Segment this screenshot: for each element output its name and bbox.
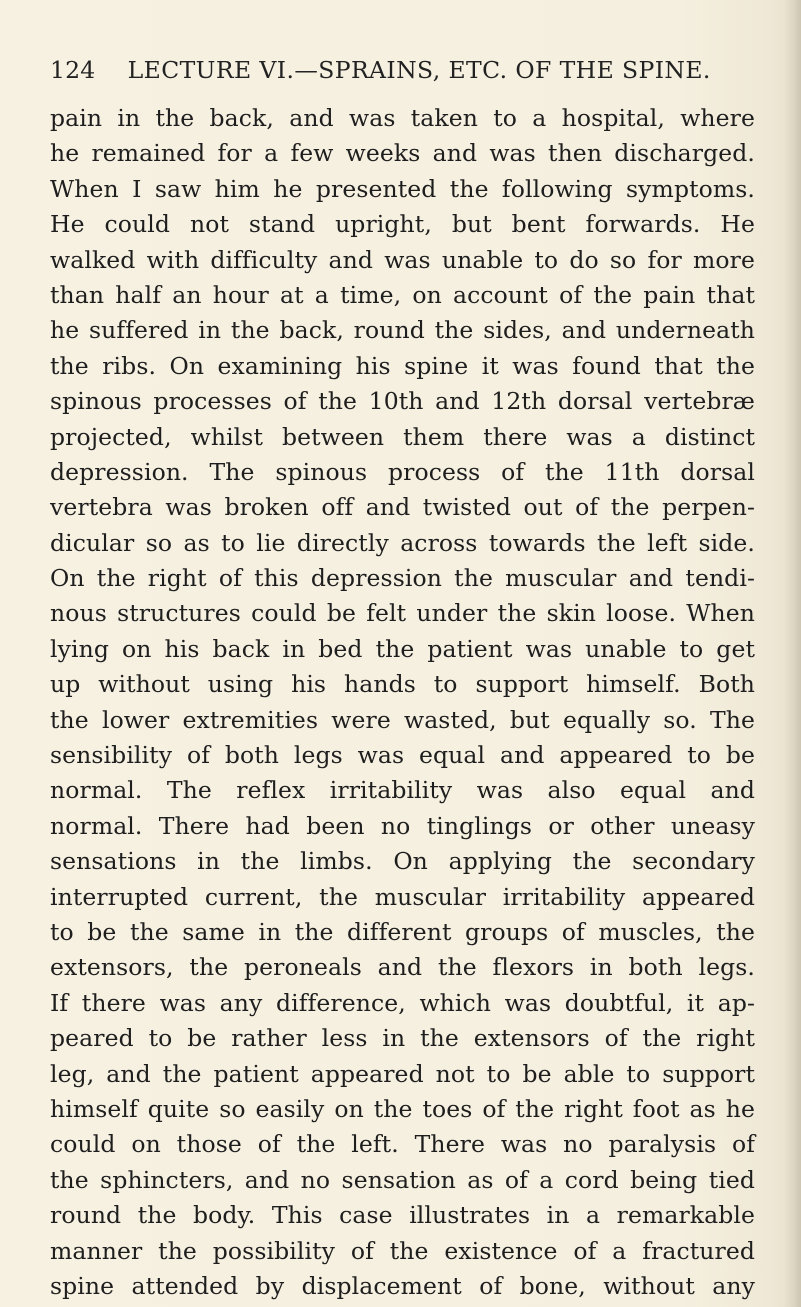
running-title: LECTURE VI.—SPRAINS, ETC. OF THE SPINE. — [127, 56, 711, 84]
text-line: dicular so as to lie directly across towards the left side. — [50, 528, 755, 557]
text-line: spinous processes of the 10th and 12th dorsal vertebræ — [50, 387, 755, 416]
text-line: the ribs. On examining his spine it was found that the — [50, 351, 755, 380]
text-line: pain in the back, and was taken to a hospital, where — [50, 104, 755, 132]
text-line: sensibility of both legs was equal and appeared to be — [50, 741, 755, 770]
text-line: up without using his hands to support himself. Both — [50, 670, 755, 699]
text-line: peared to be rather less in the extensors of the right — [50, 1024, 755, 1053]
text-line: depression. The spinous process of the 11th dorsal — [50, 457, 755, 486]
text-line: round the body. This case illustrates in a remarkable — [50, 1201, 755, 1230]
text-line: could on those of the left. There was no paralysis of — [50, 1130, 755, 1159]
text-line: he suffered in the back, round the sides, and underneath — [50, 316, 755, 345]
text-line: manner the possibility of the existence of a fractured — [50, 1236, 755, 1265]
text-line: spine attended by displacement of bone, without any — [50, 1271, 755, 1300]
text-line: He could not stand upright, but bent forwards. He — [50, 210, 755, 239]
text-line: himself quite so easily on the toes of the right foot as he — [50, 1094, 755, 1123]
text-line: leg, and the patient appeared not to be able to support — [50, 1059, 755, 1088]
text-line: than half an hour at a time, on account of the pain that — [50, 280, 755, 309]
text-line: vertebra was broken off and twisted out of the perpen- — [50, 493, 755, 522]
text-line: nous structures could be felt under the skin loose. When — [50, 599, 755, 628]
text-line: the sphincters, and no sensation as of a cord being tied — [50, 1165, 755, 1194]
text-line: normal. There had been no tinglings or other uneasy — [50, 811, 755, 840]
text-line: to be the same in the different groups of muscles, the — [50, 917, 755, 946]
text-line: interrupted current, the muscular irritability appeared — [50, 882, 755, 911]
page-header — [50, 56, 750, 84]
text-line: When I saw him he presented the following symptoms. — [50, 174, 755, 203]
text-line: projected, whilst between them there was a distinct — [50, 422, 755, 451]
page-edge-shadow — [783, 0, 801, 1307]
body-paragraph — [50, 101, 755, 1304]
text-line: lying on his back in bed the patient was unable to get — [50, 634, 755, 663]
text-line: extensors, the peroneals and the flexors in both legs. — [50, 953, 755, 982]
text-line: walked with difficulty and was unable to do so for more — [50, 245, 755, 274]
text-line: the lower extremities were wasted, but equally so. The — [50, 705, 755, 734]
text-line: On the right of this depression the muscular and tendi- — [50, 564, 755, 593]
text-line: sensations in the limbs. On applying the secondary — [50, 847, 755, 876]
text-line: he remained for a few weeks and was then discharged. — [50, 139, 755, 168]
text-line: normal. The reflex irritability was also equal and — [50, 776, 755, 805]
text-line: If there was any difference, which was doubtful, it ap- — [50, 988, 755, 1017]
page-number: 124 — [50, 56, 96, 84]
